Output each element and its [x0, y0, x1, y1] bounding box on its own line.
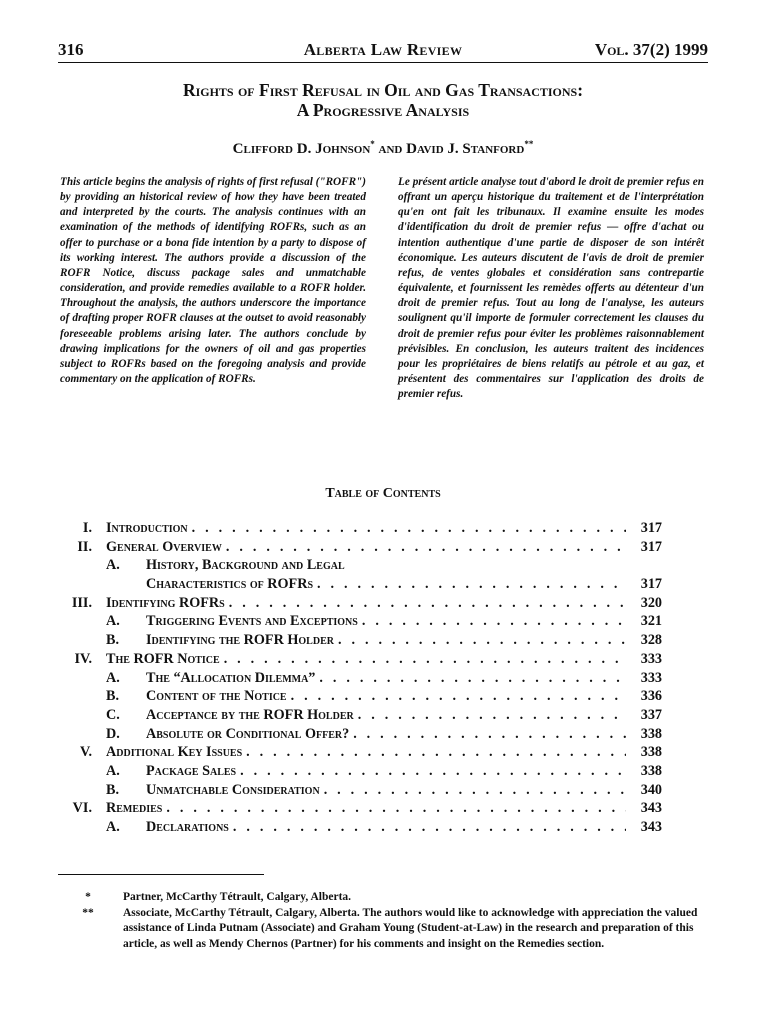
footnote	[80, 906, 706, 953]
toc-entry	[58, 763, 662, 782]
toc-entry	[58, 744, 662, 763]
toc-section-number: III.	[71, 594, 92, 611]
toc-entry-label: Acceptance by the ROFR Holder	[146, 706, 354, 723]
toc-subsection-letter: A.	[106, 557, 120, 574]
running-header	[58, 40, 708, 62]
toc-section-number: VI.	[72, 800, 92, 817]
journal-name: Alberta Law Review	[303, 40, 463, 59]
toc-page-number: 340	[640, 781, 662, 798]
abstract-english: This article begins the analysis of rights of first refusal ("ROFR") by providing an historical review of how they have been treated and interpreted by the courts. The analysis continues with an examination of the methods of identifying ROFRs, such as an offer to purchase or a bona fide intention by a party to dispose of its working interest. The authors provide a discussion of the ROFR Notice, discuss package sales and unmatchable consideration, and provide remedies available to a ROFR holder. Throughout the analysis, the authors underscore the importance of drafting proper ROFR clauses at the outset to avoid reasonably foreseeable problems arising later. The authors conclude by drawing implications for the owners of oil and gas properties subject to ROFRs based on the foregoing analysis and provide commentary on the application of ROFRs.	[60, 176, 366, 386]
footnote-mark: **	[524, 139, 534, 149]
toc-entry	[58, 688, 662, 707]
toc-entry	[58, 539, 662, 558]
toc-page-number: 336	[640, 688, 662, 705]
toc-page-number: 317	[640, 576, 662, 593]
toc-subsection-letter: B.	[106, 632, 120, 649]
author-line	[58, 139, 708, 158]
toc-entry	[58, 819, 662, 838]
author-connector: and	[378, 141, 403, 157]
toc-entry	[58, 651, 662, 670]
toc-entry	[58, 726, 662, 745]
footnote-mark: *	[370, 139, 375, 149]
toc-section-number: IV.	[74, 650, 92, 667]
toc-entry-label: History, Background and Legal	[146, 557, 345, 574]
toc-entry-text	[146, 576, 662, 593]
toc-entry-text	[106, 595, 662, 612]
toc-entry-label: Package Sales	[146, 762, 237, 779]
toc-entry	[58, 707, 662, 726]
toc-entry-label: The “Allocation Dilemma”	[146, 669, 316, 686]
toc-page-number: 320	[640, 594, 662, 611]
toc-entry	[58, 520, 662, 539]
toc-entry-text	[146, 632, 662, 649]
toc-entry	[58, 613, 662, 632]
toc-page-number: 317	[640, 520, 662, 536]
toc-entry-text	[106, 520, 662, 537]
toc-section-number: II.	[77, 538, 92, 555]
table-of-contents	[58, 520, 662, 838]
toc-subsection-letter: B.	[106, 781, 120, 798]
toc-section-number: V.	[80, 744, 92, 761]
toc-subsection-letter: A.	[106, 819, 120, 835]
toc-leader-dots	[324, 782, 626, 799]
toc-subsection-letter: A.	[106, 762, 120, 779]
toc-entry-label: Triggering Events and Exceptions	[146, 613, 358, 630]
toc-entry-text	[146, 726, 662, 743]
toc-entry-text	[106, 539, 662, 556]
abstract-french: Le présent article analyse tout d'abord le droit de premier refus en offrant un aperçu historique du traitement et de l'interprétation qu'en ont fait les tribunaux. Il examine ensuite les modes d'identification du droit de premier refus — offre d'achat ou intention authentique d'une partie de disposer de son intérêt économique. Les auteurs discutent de l'avis de droit de premier refus, de ventes globales et considération sans contrepartie équivalente, et fournissent les remèdes offerts au détenteur d'un droit de premier refus. Tout au long de l'analyse, les auteurs soulignent qu'il importe de formuler correctement les clauses du droit de premier refus pour éviter les problèmes raisonnablement prévisibles. En conclusion, les auteurs traitent des incidences pour les propriétaires de biens relatifs au pétrole et au gaz, et présentent des commentaires sur l'application des droits de premier refus.	[398, 176, 704, 401]
toc-entry-label: Identifying the ROFR Holder	[146, 632, 334, 649]
toc-entry-label: Introduction	[106, 520, 188, 536]
volume-info: Vol. 37(2) 1999	[594, 40, 708, 59]
toc-leader-dots	[353, 726, 626, 743]
toc-leader-dots	[362, 613, 626, 630]
toc-entry	[58, 557, 662, 576]
header-rule	[58, 62, 708, 63]
toc-page-number: 343	[640, 800, 662, 817]
toc-entry	[58, 782, 662, 801]
toc-leader-dots	[291, 688, 626, 705]
toc-page-number: 321	[640, 613, 662, 630]
toc-entry-text	[146, 688, 662, 705]
toc-entry-label: Unmatchable Consideration	[146, 781, 320, 798]
toc-subsection-letter: A.	[106, 669, 120, 686]
toc-leader-dots	[319, 670, 626, 687]
title-line-2: A Progressive Analysis	[296, 100, 470, 120]
footnote-mark: *	[85, 891, 91, 903]
toc-entry-text	[146, 819, 662, 836]
toc-leader-dots	[246, 744, 626, 761]
toc-entry	[58, 632, 662, 651]
toc-entry-label: Additional Key Issues	[106, 744, 243, 761]
page-number: 316	[58, 40, 84, 59]
toc-entry-label: Declarations	[146, 819, 229, 835]
toc-entry-label: Identifying ROFRs	[106, 594, 225, 611]
toc-leader-dots	[358, 707, 626, 724]
toc-entry	[58, 576, 662, 595]
toc-subsection-letter: B.	[106, 688, 120, 705]
toc-page-number: 338	[640, 762, 662, 779]
footnotes	[80, 890, 706, 952]
toc-entry-text	[106, 744, 662, 761]
toc-page-number: 338	[640, 744, 662, 761]
toc-section-number: I.	[82, 520, 92, 536]
toc-page-number: 333	[640, 669, 662, 686]
footnote-text: Associate, McCarthy Tétrault, Calgary, Alberta. The authors would like to acknowledge with appreciation the valued assistance of Linda Putnam (Associate) and Graham Young (Student-at-Law) in the research and preparation of this article, as well as Mendy Chernos (Partner) for his comments and insight on the Remedies section.	[123, 906, 698, 950]
toc-entry-text	[146, 782, 662, 799]
toc-entry-text	[146, 613, 662, 630]
footnote-rule	[58, 874, 264, 875]
toc-entry-label: Absolute or Conditional Offer?	[146, 725, 350, 742]
article-title	[58, 80, 708, 120]
toc-page-number: 333	[640, 650, 662, 667]
title-line-1: Rights of First Refusal in Oil and Gas Transactions:	[182, 80, 584, 100]
toc-leader-dots	[229, 595, 626, 612]
toc-entry-label: The ROFR Notice	[106, 650, 220, 667]
toc-leader-dots	[240, 763, 626, 780]
toc-entry	[58, 800, 662, 819]
toc-entry-label: Content of the Notice	[146, 688, 287, 705]
toc-heading: Table of Contents	[325, 486, 441, 501]
toc-leader-dots	[192, 520, 626, 537]
toc-page-number: 343	[640, 819, 662, 835]
toc-entry-label: General Overview	[106, 538, 222, 555]
toc-entry-label: Remedies	[106, 800, 163, 817]
footnote-text: Partner, McCarthy Tétrault, Calgary, Alberta.	[123, 891, 352, 903]
toc-entry	[58, 670, 662, 689]
toc-leader-dots	[224, 651, 626, 668]
toc-entry-label: Characteristics of ROFRs	[146, 576, 314, 593]
author-name: Clifford D. Johnson	[232, 141, 371, 157]
toc-entry-text	[106, 800, 662, 817]
toc-entry-text	[146, 707, 662, 724]
footnote	[80, 890, 706, 906]
toc-subsection-letter: C.	[106, 706, 120, 723]
footnote-mark: **	[82, 906, 94, 919]
toc-entry-text	[146, 670, 662, 687]
author-name: David J. Stanford	[406, 141, 525, 157]
toc-page-number: 337	[640, 706, 662, 723]
toc-page-number: 328	[640, 632, 662, 649]
toc-page-number: 338	[640, 725, 662, 742]
toc-leader-dots	[226, 539, 626, 556]
toc-leader-dots	[233, 819, 626, 836]
toc-subsection-letter: D.	[106, 725, 120, 742]
toc-page-number: 317	[640, 538, 662, 555]
toc-entry-text	[106, 651, 662, 668]
toc-leader-dots	[317, 576, 626, 593]
toc-leader-dots	[338, 632, 626, 649]
toc-entry-text	[146, 557, 662, 574]
toc-entry	[58, 595, 662, 614]
toc-subsection-letter: A.	[106, 613, 120, 630]
toc-entry-text	[146, 763, 662, 780]
toc-leader-dots	[166, 800, 626, 817]
